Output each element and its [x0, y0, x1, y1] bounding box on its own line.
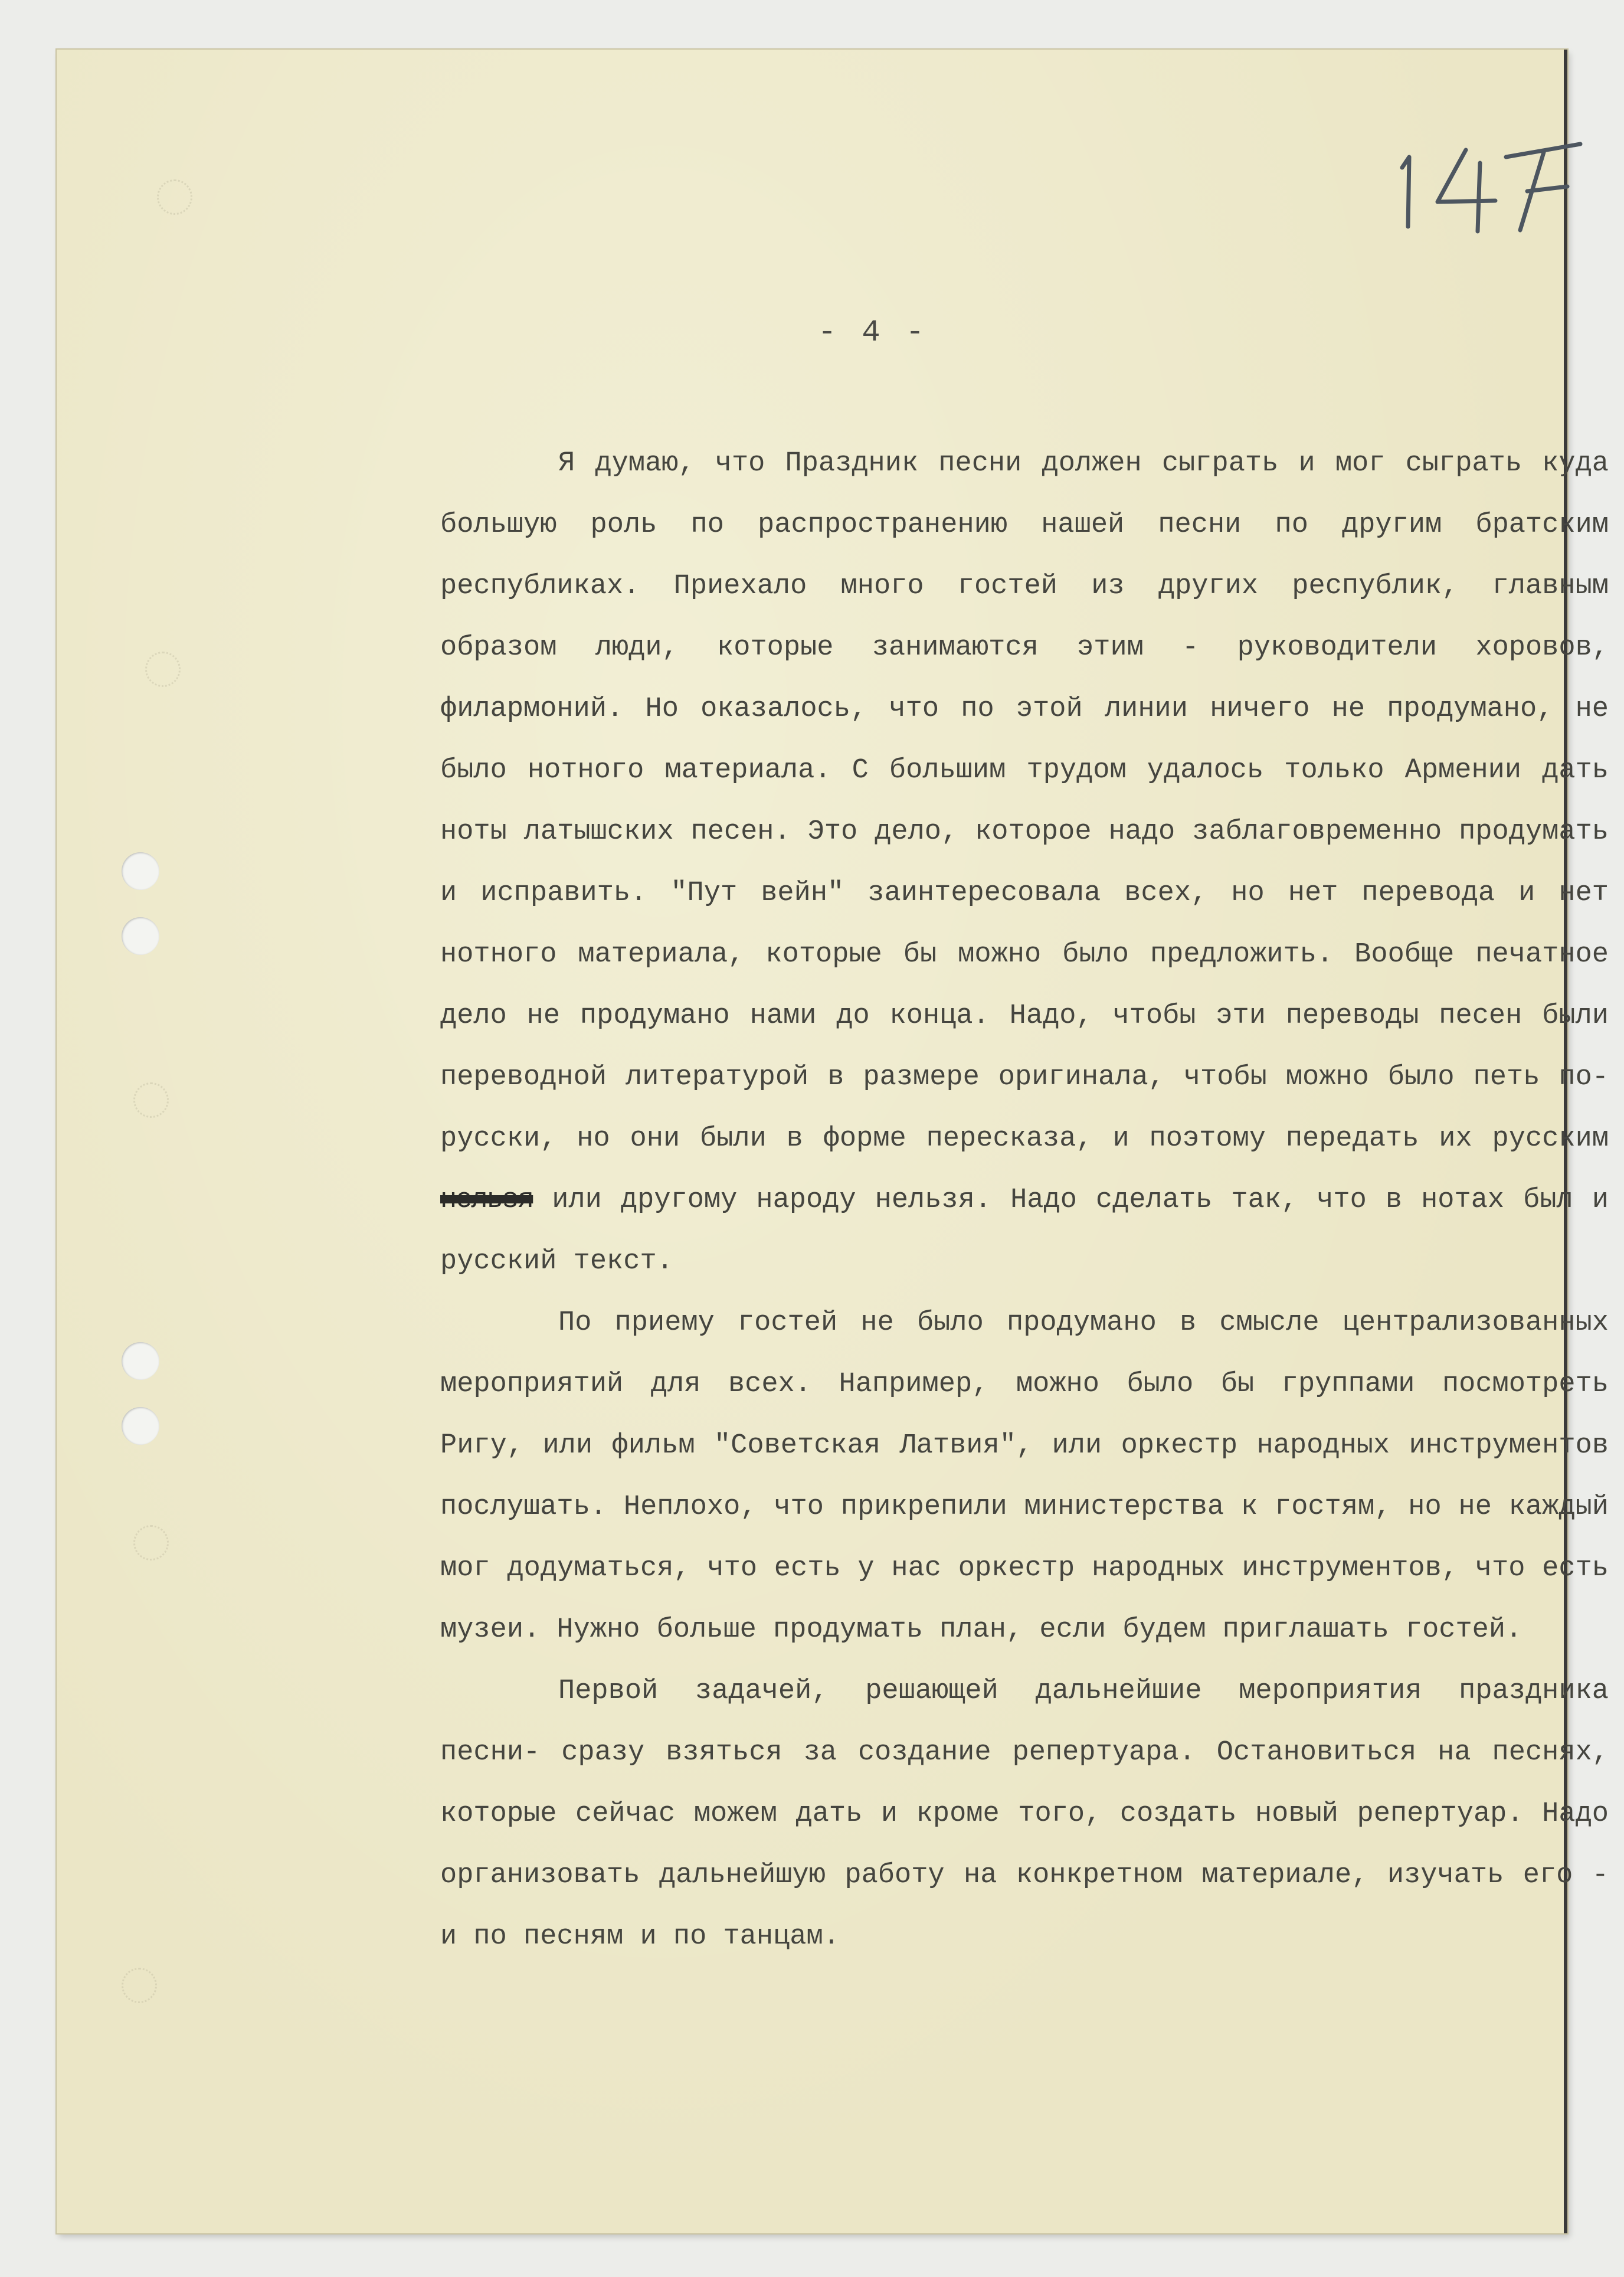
paragraph: По приему гостей не было продумано в смысле централизованных мероприятий для всех. Например, можно было бы группами посмотреть Ригу, или фильм "Советская Латвия", или оркестр народных инструментов послушать. Неплохо, что прикрепили министерства к гостям, но не каждый мог додуматься, что есть у нас оркестр народных инструментов, что есть музеи. Нужно больше продумать план, если будем приглашать гостей.: [440, 1307, 1609, 1645]
emboss-mark: [133, 1525, 169, 1560]
punch-hole: [122, 1342, 159, 1380]
page-number: - 4 -: [818, 315, 928, 350]
document-body: [440, 433, 1609, 1968]
punch-hole: [122, 1407, 159, 1445]
emboss-mark: [133, 1082, 169, 1118]
document-page: [57, 50, 1609, 2233]
emboss-mark: [122, 1968, 157, 2003]
paragraph-text: Я думаю, что Праздник песни должен сыграть и мог сыграть куда большую роль по распространению нашей песни по другим братским республиках. Приехало много гостей из других республик, главным образом люди, которые занимаются этим - руководители хоровов, филармоний. Но оказалось, что по этой линии ничего не продумано, не было нотного материала. С большим трудом удалось только Армении дать ноты латышских песен. Это дело, которое надо заблаговременно продумать и исправить. "Пут вейн" заинтересовала всех, но нет перевода и нет нотного материала, которые бы можно было предложить. Вообще печатное дело не продумано нами до конца. Надо, чтобы эти переводы песен были переводной литературой в размере оригинала, чтобы можно было петь по-русски, но они были в форме пересказа, и поэтому передать их русским: [440, 448, 1609, 1154]
paragraph-text: или другому народу нельзя. Надо сделать так, что в нотах был и русский текст.: [440, 1185, 1609, 1277]
paragraph: Первой задачей, решающей дальнейшие мероприятия праздника песни- сразу взяться за создание репертуара. Остановиться на песнях, которые сейчас можем дать и кроме того, создать новый репертуар. Надо организовать дальнейшую работу на конкретном материале, изучать его - и по песням и по танцам.: [440, 1676, 1609, 1952]
emboss-mark: [157, 179, 192, 215]
punch-hole: [122, 917, 159, 955]
handwritten-archive-number: [1396, 126, 1591, 244]
emboss-mark: [145, 652, 181, 687]
paragraph: [440, 433, 1609, 1293]
punch-hole: [122, 852, 159, 890]
struck-out-word: нельзя: [440, 1185, 533, 1216]
